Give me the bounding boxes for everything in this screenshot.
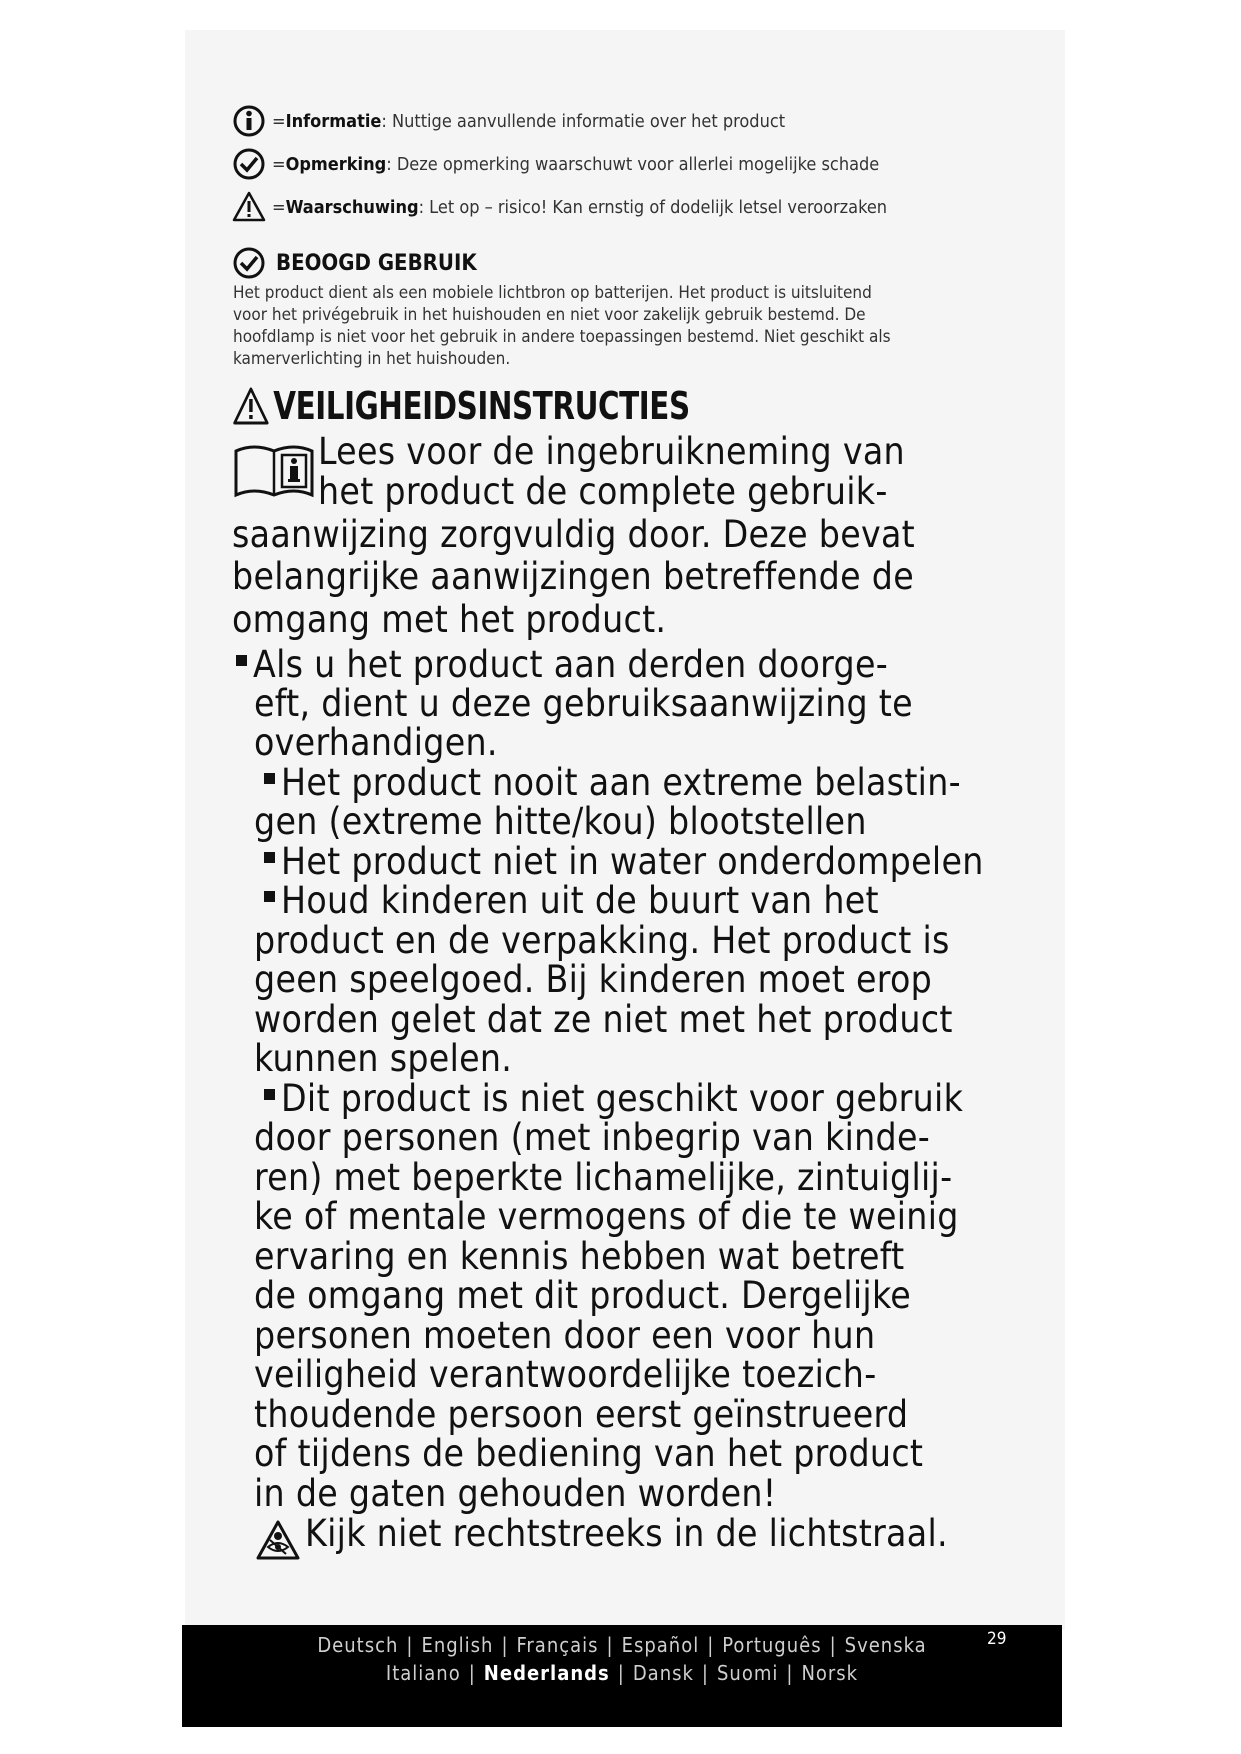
safety-line: thoudende persoon eerst geïnstrueerd <box>254 1393 909 1436</box>
text-line: kamerverlichting in het huishouden. <box>233 349 511 369</box>
safety-line: ke of mentale vermogens of die te weinig <box>254 1195 959 1238</box>
safety-line: ervaring en kennis hebben wat betreft <box>254 1235 905 1278</box>
language-row-1 <box>182 1633 1062 1657</box>
safety-line: geen speelgoed. Bij kinderen moet erop <box>254 958 933 1001</box>
language-link-norsk[interactable]: Norsk <box>801 1661 859 1685</box>
safety-line: Houd kinderen uit de buurt van het <box>281 879 879 922</box>
safety-line: worden gelet dat ze niet met het product <box>254 998 953 1041</box>
separator: | <box>606 1633 614 1657</box>
safety-line: Kijk niet rechtstreeks in de lichtstraal. <box>305 1512 948 1555</box>
separator: | <box>617 1661 625 1685</box>
legend-term: Opmerking <box>285 153 387 175</box>
bullet-item <box>264 763 961 803</box>
legend-row-info <box>232 103 785 139</box>
language-row-2 <box>182 1661 1062 1685</box>
legend-row-remark <box>232 146 879 182</box>
separator: | <box>829 1633 837 1657</box>
bullet-item <box>264 1079 963 1119</box>
separator: | <box>468 1661 476 1685</box>
safety-line: omgang met het product. <box>232 598 667 641</box>
safety-title: VEILIGHEIDSINSTRUCTIES <box>273 384 690 428</box>
legend-text: : Let op – risico! Kan ernstig of dodelijk letsel veroorzaken <box>418 196 888 218</box>
safety-line: Lees voor de ingebruikneming van <box>318 430 905 473</box>
legend-prefix: = <box>272 110 286 132</box>
language-link-dansk[interactable]: Dansk <box>632 1661 694 1685</box>
separator: | <box>701 1661 709 1685</box>
bullet-item <box>264 881 879 921</box>
warning-icon <box>232 386 270 426</box>
legend-term: Waarschuwing <box>285 196 419 218</box>
separator: | <box>406 1633 414 1657</box>
language-link-francais[interactable]: Français <box>516 1633 599 1657</box>
language-link-portugues[interactable]: Português <box>722 1633 822 1657</box>
language-link-espanol[interactable]: Español <box>621 1633 700 1657</box>
safety-line: personen moeten door een voor hun <box>254 1314 876 1357</box>
bullet-icon <box>236 655 247 666</box>
page-number: 29 <box>987 1629 1007 1649</box>
language-link-deutsch[interactable]: Deutsch <box>317 1633 399 1657</box>
bullet-icon <box>264 1089 275 1100</box>
separator: | <box>501 1633 509 1657</box>
safety-line: in de gaten gehouden worden! <box>254 1472 777 1515</box>
legend-row-warning <box>232 189 887 225</box>
safety-line: Als u het product aan derden doorge- <box>253 643 889 686</box>
warning-icon <box>232 190 266 224</box>
legend-prefix: = <box>272 196 286 218</box>
safety-line: Dit product is niet geschikt voor gebruik <box>281 1077 964 1120</box>
legend-term: Informatie <box>285 110 382 132</box>
bullet-icon <box>264 852 275 863</box>
text-line: Het product dient als een mobiele lichtbron op batterijen. Het product is uitsluitend <box>233 283 872 303</box>
read-manual-icon <box>232 441 316 501</box>
text-line: hoofdlamp is niet voor het gebruik in andere toepassingen bestemd. Niet geschikt als <box>233 327 891 347</box>
safety-line: eft, dient u deze gebruiksaanwijzing te <box>254 682 913 725</box>
eye-light-warning-icon <box>256 1520 300 1560</box>
safety-heading <box>232 384 690 428</box>
legend-text: : Deze opmerking waarschuwt voor allerlei mogelijke schade <box>386 153 880 175</box>
legend-text: : Nuttige aanvullende informatie over het product <box>381 110 786 132</box>
check-icon <box>232 147 266 181</box>
separator: | <box>786 1661 794 1685</box>
language-link-nederlands-active[interactable]: Nederlands <box>483 1661 610 1685</box>
bullet-item <box>264 842 984 882</box>
separator: | <box>707 1633 715 1657</box>
bullet-icon <box>264 773 275 784</box>
safety-line: gen (extreme hitte/kou) blootstellen <box>254 800 867 843</box>
safety-line: overhandigen. <box>254 721 498 764</box>
safety-line: kunnen spelen. <box>254 1037 513 1080</box>
bullet-item <box>236 645 888 685</box>
check-icon <box>232 246 266 280</box>
safety-line: het product de complete gebruik- <box>318 470 888 513</box>
safety-line: veiligheid verantwoordelijke toezich- <box>254 1353 877 1396</box>
intended-use-title: BEOOGD GEBRUIK <box>276 250 477 276</box>
text-line: voor het privégebruik in het huishouden en niet voor zakelijk gebruik bestemd. De <box>233 305 866 325</box>
legend-prefix: = <box>272 153 286 175</box>
info-icon <box>232 104 266 138</box>
language-link-english[interactable]: English <box>421 1633 494 1657</box>
safety-line: ren) met beperkte lichamelijke, zintuiglij- <box>254 1156 953 1199</box>
language-link-italiano[interactable]: Italiano <box>385 1661 461 1685</box>
safety-line: of tijdens de bediening van het product <box>254 1432 924 1475</box>
safety-line: de omgang met dit product. Dergelijke <box>254 1274 912 1317</box>
bullet-icon <box>264 891 275 902</box>
language-link-suomi[interactable]: Suomi <box>716 1661 779 1685</box>
language-footer <box>182 1625 1062 1727</box>
safety-line: door personen (met inbegrip van kinde- <box>254 1116 931 1159</box>
language-link-svenska[interactable]: Svenska <box>844 1633 927 1657</box>
safety-line: Het product nooit aan extreme belastin- <box>281 761 961 804</box>
safety-line: product en de verpakking. Het product is <box>254 919 950 962</box>
intended-use-text <box>233 282 1033 370</box>
safety-line: belangrijke aanwijzingen betreffende de <box>232 555 914 598</box>
safety-line: saanwijzing zorgvuldig door. Deze bevat <box>232 513 916 556</box>
intended-use-heading <box>232 246 477 280</box>
safety-line: Het product niet in water onderdompelen <box>281 840 984 883</box>
